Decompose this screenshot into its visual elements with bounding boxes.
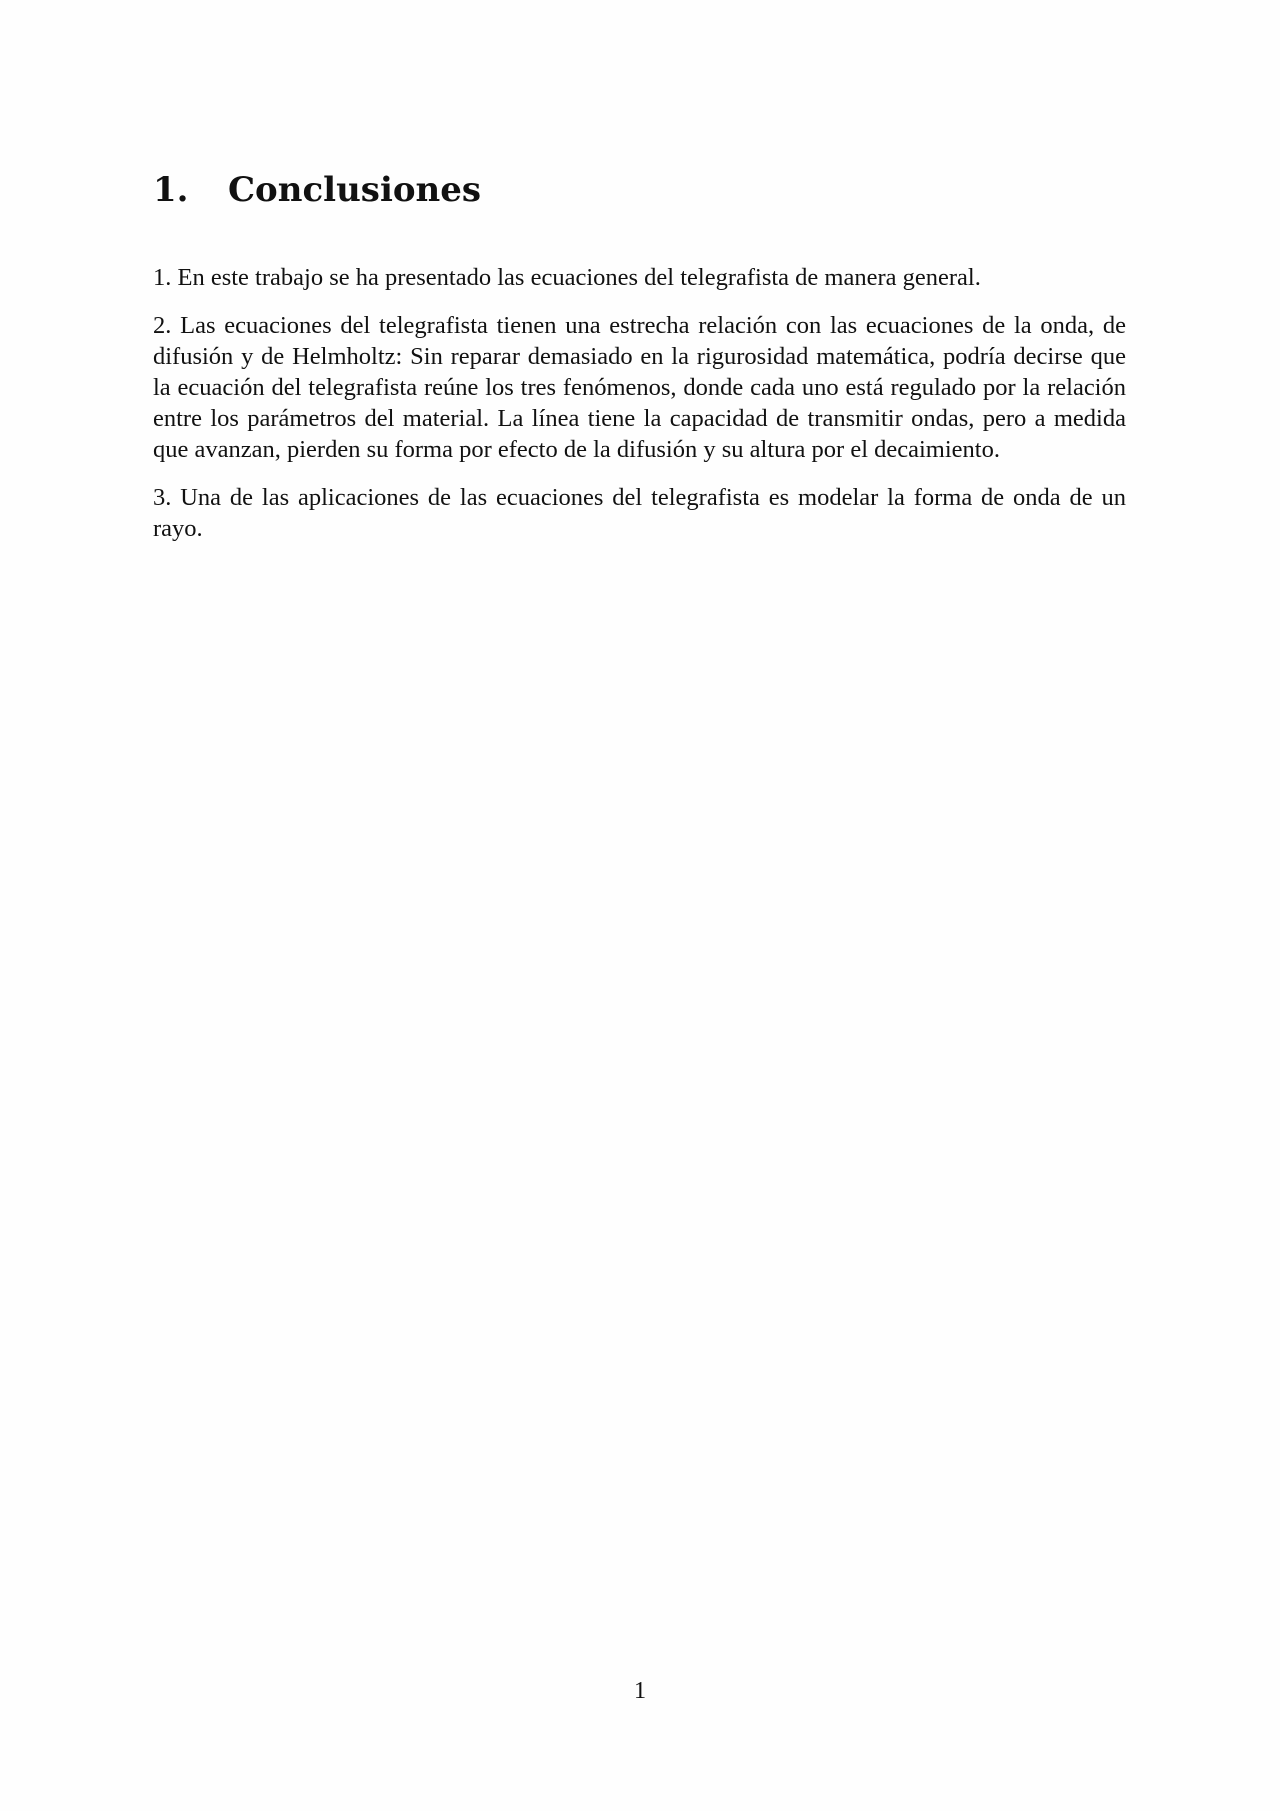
section-number: 1. (153, 170, 189, 210)
section-heading (153, 170, 481, 211)
conclusion-item-1: 1. En este trabajo se ha presentado las ecuaciones del telegrafista de manera general. (153, 264, 981, 291)
page-number: 1 (633, 1677, 647, 1704)
conclusion-item-3: 3. Una de las aplicaciones de las ecuaciones del telegrafista es modelar la forma de onda de un rayo. (153, 484, 1126, 542)
conclusion-item-2: 2. Las ecuaciones del telegrafista tienen una estrecha relación con las ecuaciones de la onda, de difusión y de Helmholtz: Sin reparar demasiado en la rigurosidad matemática, podría decirse que la ecuación del telegrafista reúne los tres fenómenos, donde cada uno está regulado por la relación entre los parámetros del material. La línea tiene la capacidad de transmitir ondas, pero a medida que avanzan, pierden su forma por efecto de la difusión y su altura por el decaimiento. (153, 312, 1126, 463)
section-body (153, 262, 1126, 561)
section-title: Conclusiones (228, 170, 482, 210)
